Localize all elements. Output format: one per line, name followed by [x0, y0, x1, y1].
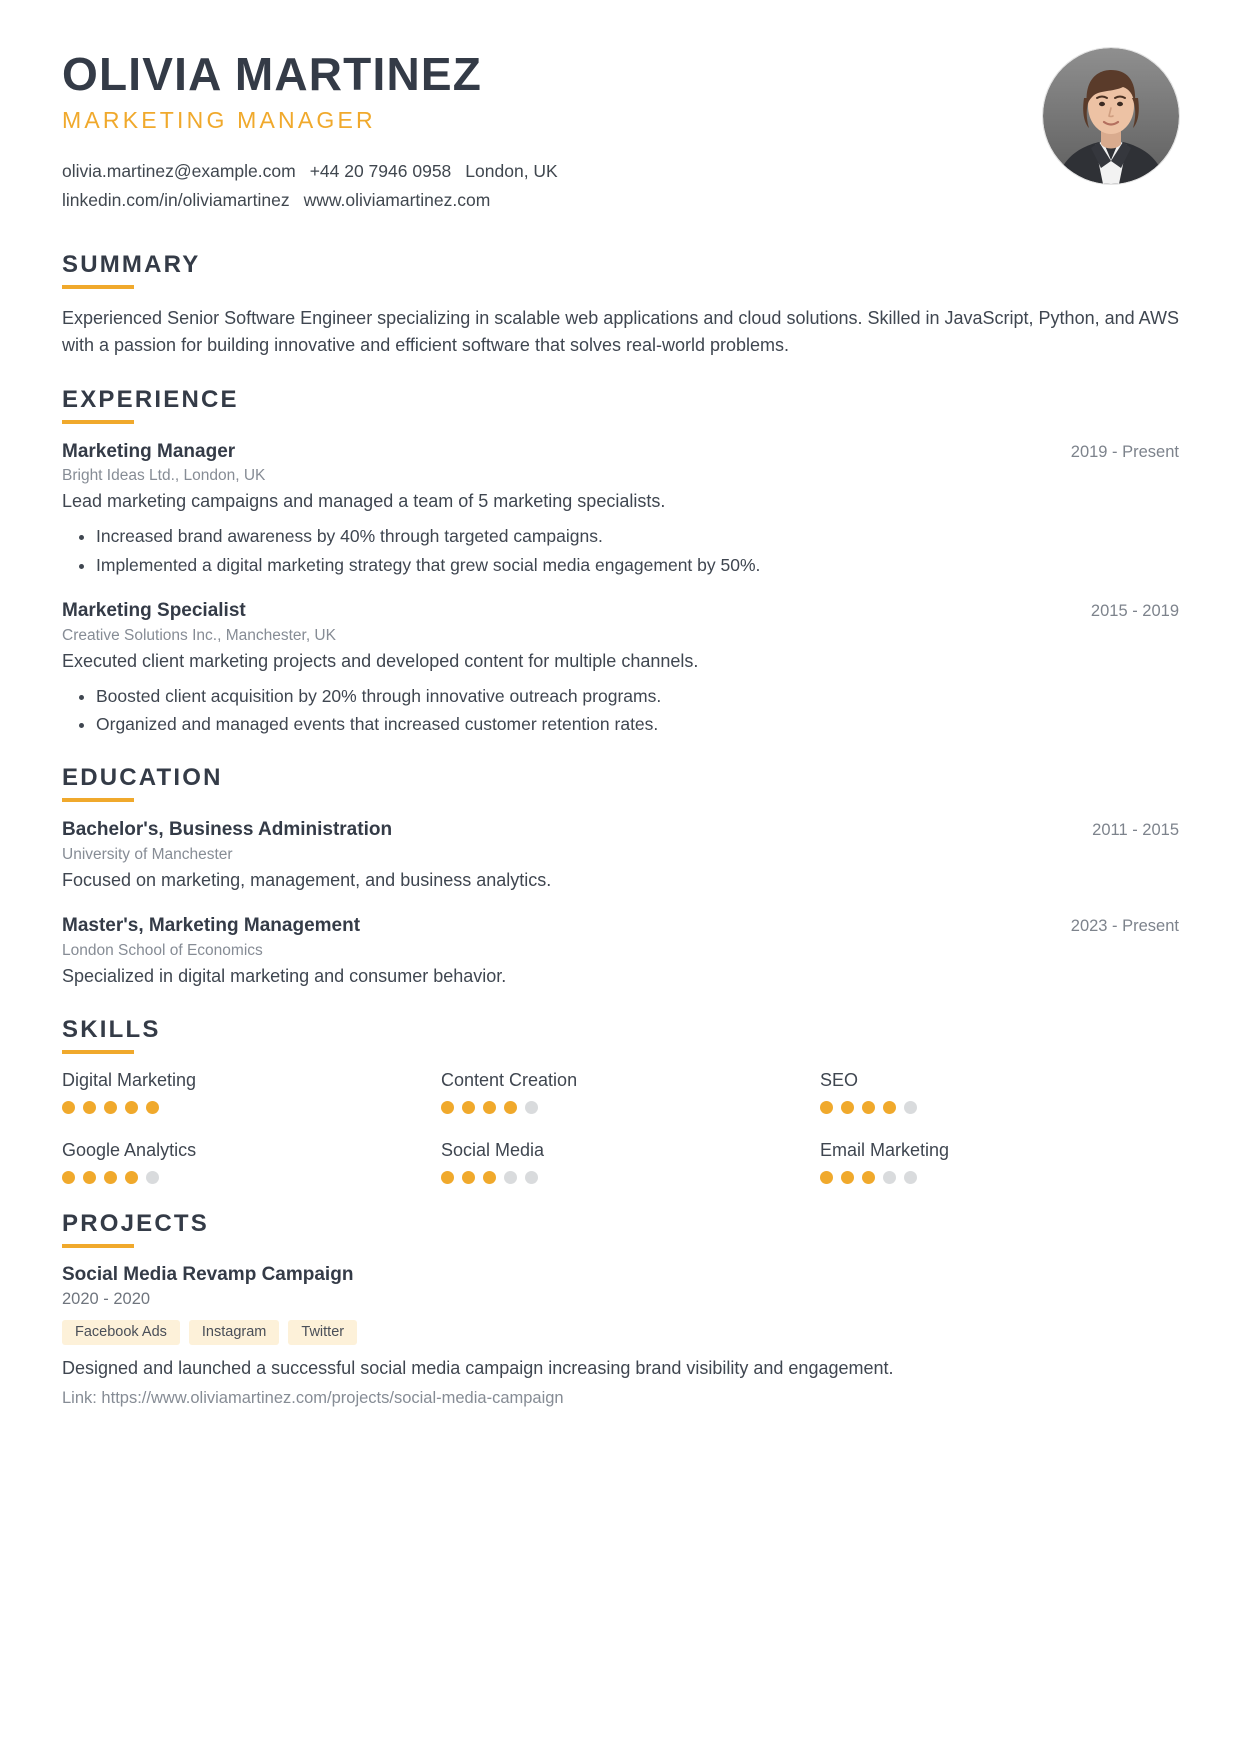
skill-item	[62, 1070, 421, 1114]
entry-date: 2023 - Present	[1070, 917, 1179, 936]
project-name: Social Media Revamp Campaign	[62, 1263, 354, 1285]
rating-dot-filled	[62, 1171, 75, 1184]
entry-institution: University of Manchester	[62, 846, 233, 864]
rating-dot-empty	[504, 1171, 517, 1184]
resume-header	[62, 46, 1179, 217]
linkedin-link[interactable]: linkedin.com/in/oliviamartinez	[62, 190, 290, 211]
skill-rating	[820, 1171, 1179, 1184]
phone-text: +44 20 7946 0958	[309, 160, 452, 181]
entry-header	[62, 914, 1179, 939]
section-skills	[62, 1016, 1179, 1184]
skill-item	[441, 1070, 800, 1114]
section-summary	[62, 251, 1179, 360]
rating-dot-filled	[841, 1171, 854, 1184]
list-item: • Implemented a digital marketing strategy that grew social media engagement by 50%.	[96, 551, 1179, 579]
entry-description: Specialized in digital marketing and consumer behavior.	[62, 965, 507, 986]
entry-bullets	[62, 522, 1179, 579]
entry-organization: Bright Ideas Ltd., London, UK	[62, 467, 266, 485]
project-date: 2020 - 2020	[62, 1289, 151, 1308]
skill-label: Social Media	[441, 1139, 545, 1160]
rating-dot-filled	[104, 1101, 117, 1114]
section-experience	[62, 386, 1179, 739]
section-rule	[62, 798, 134, 802]
section-projects	[62, 1210, 1179, 1409]
contact-line-secondary	[62, 187, 1043, 214]
skill-item	[820, 1070, 1179, 1114]
entry-header	[62, 818, 1179, 843]
entry-header	[62, 599, 1179, 624]
education-entry	[62, 818, 1179, 894]
job-title: MARKETING MANAGER	[62, 106, 376, 133]
skill-item	[441, 1140, 800, 1184]
portrait-photo-icon	[1043, 48, 1179, 184]
rating-dot-empty	[904, 1101, 917, 1114]
rating-dot-filled	[504, 1101, 517, 1114]
entry-role: Marketing Specialist	[62, 600, 246, 622]
rating-dot-filled	[62, 1101, 75, 1114]
rating-dot-filled	[862, 1101, 875, 1114]
list-item: • Boosted client acquisition by 20% through innovative outreach programs.	[96, 682, 1179, 710]
rating-dot-filled	[441, 1171, 454, 1184]
rating-dot-filled	[883, 1101, 896, 1114]
experience-entry	[62, 440, 1179, 579]
skill-rating	[820, 1101, 1179, 1114]
skill-rating	[62, 1171, 421, 1184]
section-title-experience: EXPERIENCE	[62, 385, 239, 413]
section-title-projects: PROJECTS	[62, 1209, 209, 1237]
entry-role: Marketing Manager	[62, 440, 236, 462]
avatar	[1043, 48, 1179, 184]
rating-dot-filled	[483, 1171, 496, 1184]
entry-degree: Master's, Marketing Management	[62, 915, 361, 937]
skill-rating	[62, 1101, 421, 1114]
skill-item	[820, 1140, 1179, 1184]
skill-label: SEO	[820, 1069, 859, 1090]
rating-dot-filled	[820, 1171, 833, 1184]
location-text: London, UK	[465, 160, 558, 181]
section-rule	[62, 1050, 134, 1054]
skills-grid	[62, 1070, 1179, 1184]
entry-header	[62, 440, 1179, 465]
skill-label: Content Creation	[441, 1069, 578, 1090]
rating-dot-empty	[525, 1171, 538, 1184]
rating-dot-filled	[862, 1171, 875, 1184]
summary-text: Experienced Senior Software Engineer specializing in scalable web applications and cloud solutions. Skilled in JavaScript, Python, and AWS with a passion for building innovative and efficient software that solves real-world problems.	[62, 307, 1179, 356]
section-title-summary: SUMMARY	[62, 250, 201, 278]
project-entry	[62, 1264, 1179, 1409]
rating-dot-filled	[83, 1171, 96, 1184]
entry-description: Focused on marketing, management, and business analytics.	[62, 870, 552, 891]
rating-dot-empty	[883, 1171, 896, 1184]
project-tag: Twitter	[288, 1320, 357, 1346]
list-item: • Increased brand awareness by 40% through targeted campaigns.	[96, 522, 1179, 550]
skill-rating	[441, 1101, 800, 1114]
rating-dot-filled	[441, 1101, 454, 1114]
rating-dot-empty	[904, 1171, 917, 1184]
rating-dot-filled	[462, 1101, 475, 1114]
education-entry	[62, 914, 1179, 990]
rating-dot-filled	[104, 1171, 117, 1184]
email-text: olivia.martinez@example.com	[62, 160, 296, 181]
skill-label: Digital Marketing	[62, 1069, 197, 1090]
website-link[interactable]: www.oliviamartinez.com	[303, 190, 491, 211]
section-rule	[62, 420, 134, 424]
entry-degree: Bachelor's, Business Administration	[62, 819, 393, 841]
entry-bullets	[62, 682, 1179, 739]
rating-dot-filled	[146, 1101, 159, 1114]
skill-item	[62, 1140, 421, 1184]
rating-dot-filled	[125, 1171, 138, 1184]
rating-dot-empty	[525, 1101, 538, 1114]
entry-institution: London School of Economics	[62, 941, 263, 959]
skill-label: Email Marketing	[820, 1139, 950, 1160]
project-tags	[62, 1320, 1179, 1346]
list-item: • Organized and managed events that increased customer retention rates.	[96, 710, 1179, 738]
project-tag: Facebook Ads	[62, 1320, 180, 1346]
project-link[interactable]: Link: https://www.oliviamartinez.com/projects/social-media-campaign	[62, 1389, 564, 1408]
rating-dot-empty	[146, 1171, 159, 1184]
rating-dot-filled	[820, 1101, 833, 1114]
rating-dot-filled	[83, 1101, 96, 1114]
section-title-education: EDUCATION	[62, 764, 223, 792]
section-title-skills: SKILLS	[62, 1015, 161, 1043]
project-description: Designed and launched a successful social media campaign increasing brand visibility and engagement.	[62, 1358, 894, 1379]
section-education	[62, 764, 1179, 989]
page-title: OLIVIA MARTINEZ	[62, 48, 483, 100]
rating-dot-filled	[483, 1101, 496, 1114]
project-tag: Instagram	[189, 1320, 279, 1346]
header-text-block	[62, 46, 1043, 217]
experience-entry	[62, 599, 1179, 738]
rating-dot-filled	[462, 1171, 475, 1184]
skill-label: Google Analytics	[62, 1139, 197, 1160]
entry-date: 2011 - 2015	[1092, 821, 1179, 840]
rating-dot-filled	[841, 1101, 854, 1114]
entry-date: 2015 - 2019	[1090, 602, 1179, 621]
rating-dot-filled	[125, 1101, 138, 1114]
entry-organization: Creative Solutions Inc., Manchester, UK	[62, 626, 336, 644]
section-rule	[62, 1244, 134, 1248]
skill-rating	[441, 1171, 800, 1184]
entry-description: Lead marketing campaigns and managed a team of 5 marketing specialists.	[62, 491, 666, 512]
section-rule	[62, 285, 134, 289]
contact-line-primary	[62, 158, 1043, 185]
entry-date: 2019 - Present	[1070, 442, 1179, 461]
entry-description: Executed client marketing projects and developed content for multiple channels.	[62, 650, 699, 671]
